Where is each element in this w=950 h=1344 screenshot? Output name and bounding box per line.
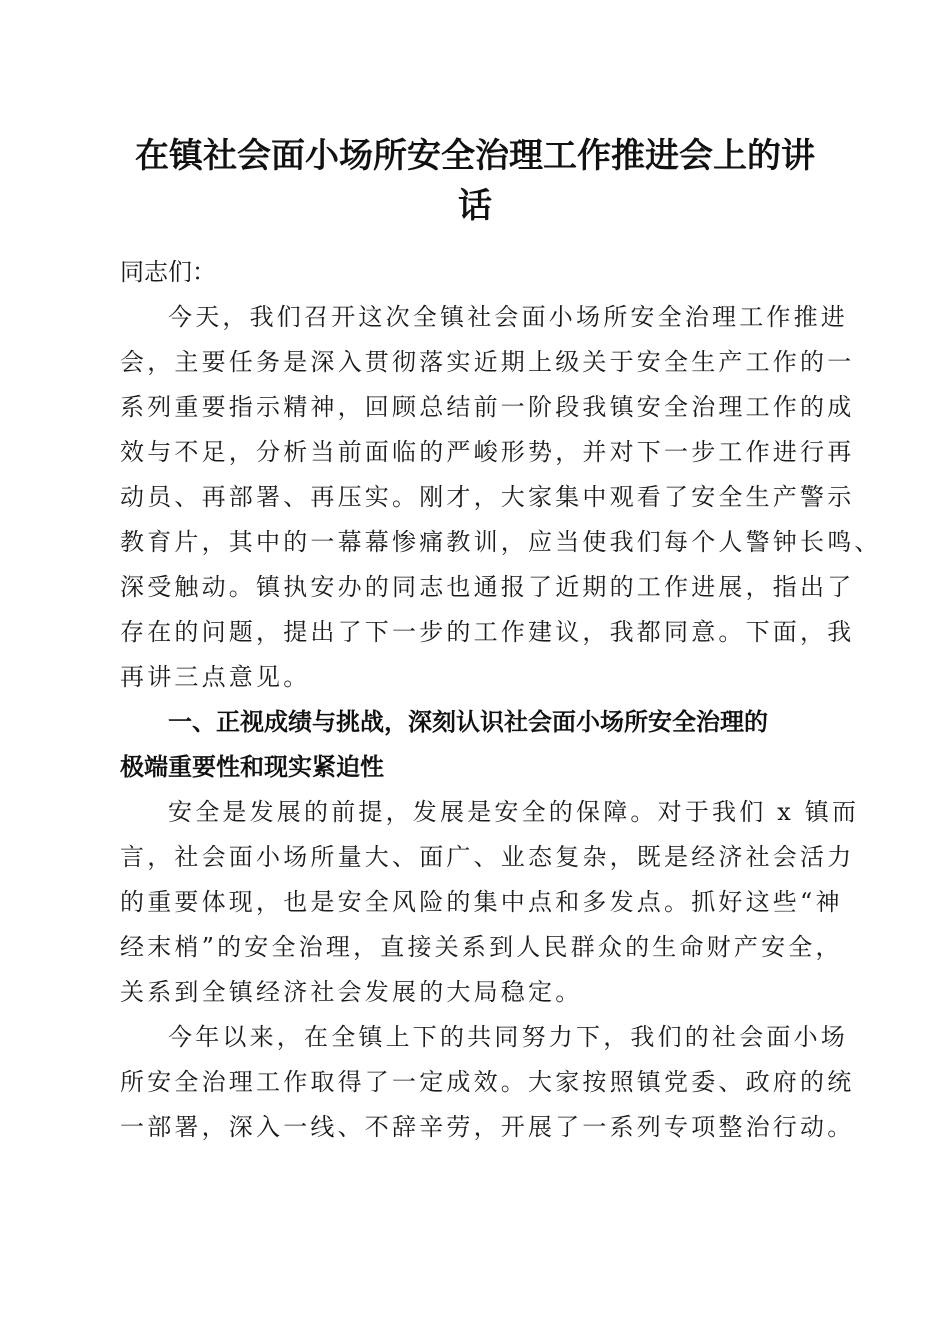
section-heading xyxy=(120,700,832,790)
paragraph-line: 深受触动。镇执安办的同志也通报了近期的工作进展，指出了 xyxy=(120,573,855,601)
paragraph-line: 今年以来，在全镇上下的共同努力下，我们的社会面小场 xyxy=(168,1023,848,1051)
paragraph-progress xyxy=(120,1015,855,1150)
paragraph-line: 关系到全镇经济社会发展的大局稳定。 xyxy=(120,978,583,1006)
paragraph-line: 经末梢”的安全治理，直接关系到人民群众的生命财产安全， xyxy=(120,933,843,961)
paragraph-security xyxy=(120,790,860,1015)
paragraph-line: 言，社会面小场所量大、面广、业态复杂，既是经济社会活力 xyxy=(120,843,855,871)
document-body xyxy=(120,250,882,1150)
paragraph-line: 一部署，深入一线、不辞辛劳，开展了一系列专项整治行动。 xyxy=(120,1113,855,1141)
paragraph-line: 会，主要任务是深入贯彻落实近期上级关于安全生产工作的一 xyxy=(120,348,855,376)
salutation: 同志们： xyxy=(120,258,216,286)
title-line: 话 xyxy=(458,186,492,226)
paragraph-line: 效与不足，分析当前面临的严峻形势，并对下一步工作进行再 xyxy=(120,438,855,466)
paragraph-line: 动员、再部署、再压实。刚才，大家集中观看了安全生产警示 xyxy=(120,483,855,511)
paragraph-intro xyxy=(120,295,882,700)
paragraph-line: 存在的问题，提出了下一步的工作建议，我都同意。下面，我 xyxy=(120,618,855,646)
title-line: 在镇社会面小场所安全治理工作推进会上的讲 xyxy=(135,136,815,176)
paragraph-line: 安全是发展的前提，发展是安全的保障。对于我们 x 镇而 xyxy=(168,798,860,826)
paragraph-line: 的重要体现，也是安全风险的集中点和多发点。抓好这些“神 xyxy=(120,888,843,916)
document-title xyxy=(110,131,840,231)
paragraph-line: 再讲三点意见。 xyxy=(120,663,311,691)
section-heading-line: 一、正视成绩与挑战，深刻认识社会面小场所安全治理的 xyxy=(168,708,768,736)
paragraph-line: 教育片，其中的一幕幕惨痛教训，应当使我们每个人警钟长鸣、 xyxy=(120,528,882,556)
paragraph-line: 所安全治理工作取得了一定成效。大家按照镇党委、政府的统 xyxy=(120,1068,855,1096)
paragraph-line: 今天，我们召开这次全镇社会面小场所安全治理工作推进 xyxy=(168,303,848,331)
section-heading-line: 极端重要性和现实紧迫性 xyxy=(120,753,384,781)
paragraph-line: 系列重要指示精神，回顾总结前一阶段我镇安全治理工作的成 xyxy=(120,393,855,421)
